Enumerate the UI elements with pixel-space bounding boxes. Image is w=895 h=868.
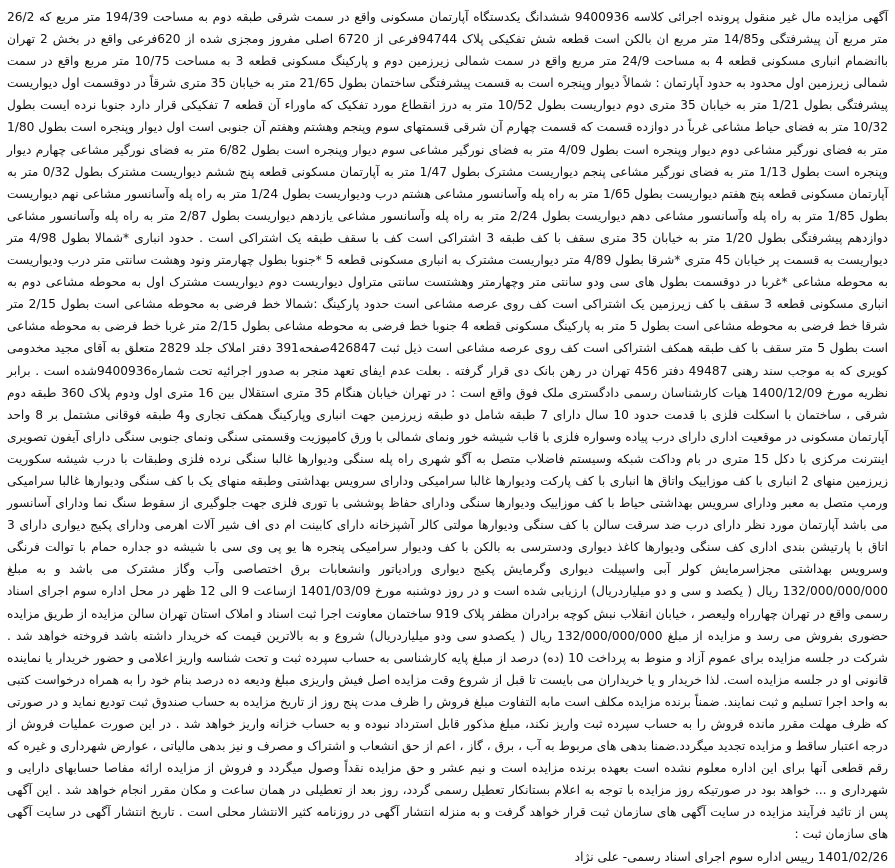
notice-signature: 1401/02/26 رییس اداره سوم اجرای اسناد رسمی- علی نژاد xyxy=(574,849,888,864)
notice-body: آگهی مزایده مال غیر منقول پرونده اجرائی کلاسه 9400936 ششدانگ یکدستگاه آپارتمان مسکونی واقع در سمت شرقی طبقه دوم به مساحت 194/39 متر مربع که 26/2 متر مربع آن پیشرفتگی و14/85 متر مربع ان بالکن است قطعه شش تفکیکی پلاک 94744فرعی از 6720 اصلی مفروز ومجزی شده از 620فرعی واقع در بخش 2 تهران باانضمام انباری مسکونی قطعه 4 به مساحت 24/9 متر مربع واقع در سمت شمالی زیرزمین دوم و پارکینگ مسکونی قطعه 3 به مساحت 10/75 متر مربع واقع در سمت شمالی زیرزمین اول محدود به حدود آپارتمان : شمالاً دیوار وپنجره است به قسمت پیشرفتگی ساختمان بطول 21/65 متر به خیابان 35 متری شرقاً در دوقسمت اول دیواریست پیشرفتگی بطول 1/21 متر به خیابان 35 متری دوم دیواریست بطول 10/52 متر به درز انقطاع مورد تفکیک که ماوراء آن قطعه 7 تفکیکی قرار دارد جنوبا نرده ایست بطول 10/32 متر به فضای حیاط مشاعی غرباً در دوازده قسمت که قسمت چهارم آن شرقی قسمتهای سوم وپنجم وهشتم وهفتم آن جنوبی است اول دیوار وپنجره است بطول 1/80 متر به فضای نورگیر مشاعی دوم دیوار وپنجره است بطول 4/09 متر به فضای نورگیر مشاعی سوم دیوار وپنجره است بطول 6/82 متر به فضای نورگیر مشاعی چهارم دیوار وپنجره است بطول 1/13 متر به فضای نورگیر مشاعی پنجم دیواریست مشترک بطول 1/47 متر به آپارتمان مسکونی قطعه پنج ششم دیواریست مشترک بطول 0/32 متر به آپارتمان مسکونی قطعه پنج هفتم دیواریست بطول 1/65 متر به راه پله وآسانسور مشاعی هشتم درب ودیواریست بطول 1/24 متر به راه پله وآسانسور مشاعی نهم دیواریست بطول 1/85 متر به راه پله وآسانسور مشاعی دهم دیواریست بطول 2/24 متر به راه پله وآسانسور مشاعی یازدهم دیواریست بطول 2/87 متر به راه پله وآسانسور مشاعی دوازدهم پیشرفتگی بطول 1/20 متر به خیابان 35 متری سقف با کف طبقه 3 اشتراکی است کف با سقف طبقه یک اشتراکی است . حدود انباری *شمالا بطول 4/98 متر دیواریست به قسمت پر خیابان 45 متری *شرقا بطول 4/89 متر دیواریست مشترک به انباری مسکونی قطعه 5 *جنوبا بطول چهارمتر ونود وهشت سانتی متر درب ودیواریست به محوطه مشاعی *غربا در دوقسمت بطول های سی ودو سانتی متر وچهارمتر وهشتست سانتی متراول دیواریست دوم دیواریست مشترک اول به محوطه مشاعی دوم به انباری مسکونی قطعه 3 سقف با کف زیرزمین یک اشتراکی است کف روی عرصه مشاعی است حدود پارکینگ :شمالا خط فرضی به محوطه مشاعی است بطول 2/15 متر شرقا خط فرضی به محوطه مشاعی است بطول 5 متر به پارکینگ مسکونی قطعه 4 جنوبا خط فرضی به محوطه مشاعی بطول 2/15 متر غربا خط فرضی به محوطه مشاعی است بطول 5 متر سقف با کف طبقه همکف اشتراکی است کف روی عرصه مشاعی است ذیل ثبت 426847صفحه391 دفتر املاک جلد 2829 متعلق به آقای مجید مخدومی کویری که به موجب سند رهنی 49487 دفتر 456 تهران در رهن بانک دی قرار گرفته . بعلت عدم ایفای تعهد منجر به صدور اجرائیه تحت شماره9400936شده است . برابر نظریه مورخ 1400/12/09 هیات کارشناسان رسمی دادگستری ملک فوق واقع است : در تهران خیابان هنگام 35 متری استقلال بین 16 متری اول ودوم پلاک 360 طبقه دوم شرقی ، ساختمان با اسکلت فلزی با قدمت حدود 10 سال دارای 7 طبقه شامل دو طبقه زیرزمین جهت انباری وپارکینگ همکف تجاری و4 طبقه فوقانی مشتمل بر 8 واحد آپارتمان مسکونی در موقعیت اداری دارای درب پیاده وسواره فلزی با قاب شیشه خور ونمای شمالی با ورق کامپوزیت وقسمتی سنگی ونمای جنوبی سنگی دارای آیفون تصویری اینترنت مرکزی با دکل 15 متری در بام وداکت شبکه وسیستم فاضلاب متصل به آگو شهری راه پله سنگی ودیوارها غالبا سنگی نرده فلزی وطبقات با درب شیشه سکوریت زیرزمین منهای 2 انباری با کف موزاییک واتاق ها انباری با کف پارکت ودیوارها غالبا سرامیکی ودارای سرویس بهداشتی وطبقه منهای یک با کف سنگی ودیوارها غالبا سرامیکی ورمپ متصل به معبر ودارای سرویس بهداشتی حیاط با کف موزاییک ودیوارها سنگی ودارای حفاظ پوششی با توری فلزی جهت جلوگیری از سقوط سنگ نما ودارای آسانسور می باشد آپارتمان مورد نظر دارای درب ضد سرقت سالن با کف سنگی ودیوارها مولتی کالر آشپزخانه دارای کابینت ام دی اف شیر آلات اهرمی ودارای پکیج دیواری دارای 3 اتاق با پارتیشن بندی اداری کف سنگی ودیوارها کاغذ دیواری ودسترسی به بالکن با کف ودیوار سرامیکی پنجره ها یو پی وی سی با شیشه دو جداره حمام با توالت فرنگی وسرویس بهداشتی مجزاسرمایش کولر آبی واسپیلت دیواری وگرمایش پکیج دیواری ورادیاتور وانشعابات برق اختصاصی وآب وگاز مشترک می باشد و به مبلغ 132/000/000/000 ریال ( یکصد و سی و دو میلیاردریال) ارزیابی شده است و در روز دوشنبه مورخ 1401/03/09 ازساعت 9 الی 12 ظهر در محل اداره سوم اجرای اسناد رسمی واقع در تهران چهارراه ولیعصر ، خیابان انقلاب نبش کوچه برادران مظفر پلاک 919 ساختمان معاونت اجرا ثبت اسناد و املاک استان تهران سالن مزایده از طریق مزایده حضوری بفروش می رسد و مزایده از مبلغ 132/000/000/000 ریال ( یکصدو سی ودو میلیاردریال) شروع و به بالاترین قیمت که خریدار داشته باشد فروخته خواهد شد . شرکت در جلسه مزایده برای عموم آزاد و منوط به پرداخت 10 (ده) درصد از مبلغ پایه کارشناسی به حساب سپرده ثبت و تحت شناسه واریز اعلامی و حضور خریدار یا نماینده قانونی او در جلسه مزایده است. لذا خریدار و یا خریداران می بایست تا قبل از شروع وقت مزایده اصل فیش واریزی مبلغ ودیعه ده درصد بنام خود را به همراه درخواست کتبی به واحد اجرا تسلیم و ثبت نمایند. ضمناً برنده مزایده مکلف است مابه التفاوت مبلغ فروش را ظرف مدت پنج روز از تاریخ مزایده به حساب صندوق ثبت تودیع نماید و در صورتی که ظرف مهلت مقرر مانده فروش را به حساب سپرده ثبت واریز نکند، مبلغ مذکور قابل استرداد نبوده و به حساب خزانه واریز خواهد شد . در این صورت عملیات فروش از درجه اعتبار ساقط و مزایده تجدید میگردد.ضمنا بدهی های مربوط به آب ، برق ، گاز ، اعم از حق انشعاب و اشتراک و مصرف و نیز بدهی مالیاتی ، عوارض شهرداری و غیره که رقم قطعی آنها برای این اداره معلوم نشده است بعهده برنده مزایده است و نیم عشر و حق مزایده نقداً وصول میگردد و فروش از مزایده ارائه مفاصا حسابهای دارایی و شهرداری و ... خواهد بود در صورتیکه روز مزایده با توجه به اعلام بستانکار تعطیل رسمی گردد، روز بعد از تعطیلی در همان ساعت و مکان مقرر انجام خواهد شد . این آگهی پس از تائید فرآیند مزایده در سایت آگهی های سازمان ثبت قرار خواهد گرفت و به منزله انتشار آگهی در روزنامه کثیر الانتشار محلی است . تاریخ انتشار آگهی در سایت آگهی های سازمان ثبت : xyxy=(7,10,889,842)
